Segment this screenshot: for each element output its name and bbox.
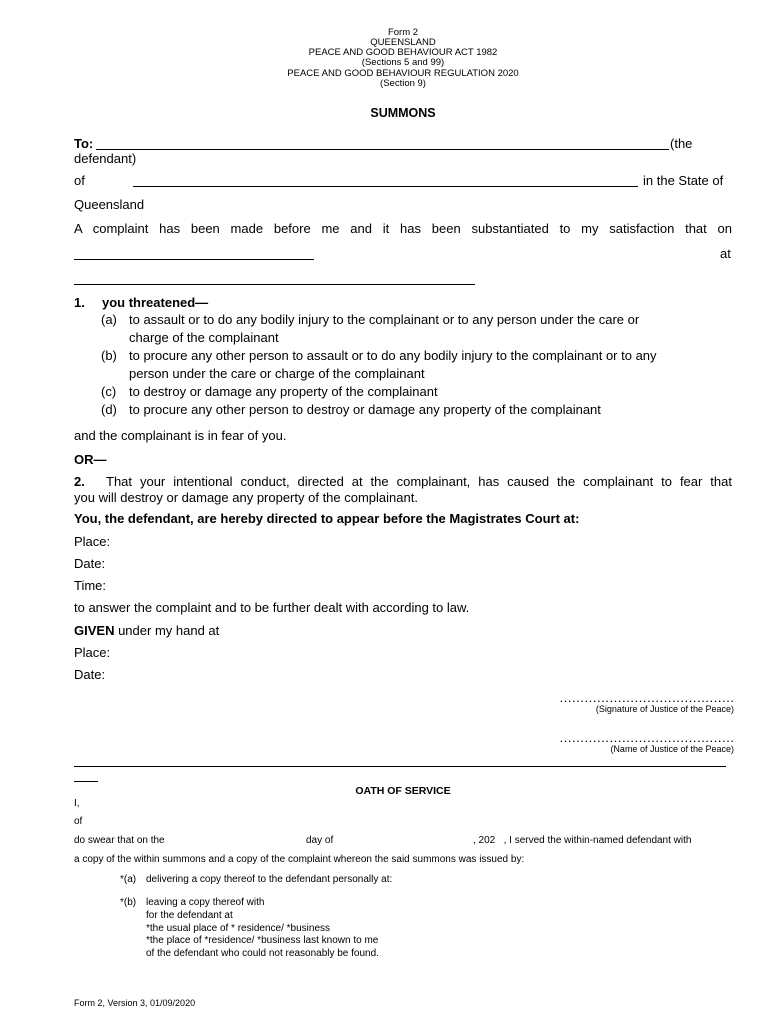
oath-year: , 202 , I served the within-named defendant with <box>473 835 692 846</box>
appear-time-label: Time: <box>74 578 107 593</box>
defendant-name-line[interactable] <box>96 149 669 150</box>
state-name: QUEENSLAND <box>370 37 436 48</box>
act-title: PEACE AND GOOD BEHAVIOUR ACT 1982 <box>308 47 498 58</box>
oath-title: OATH OF SERVICE <box>355 785 451 797</box>
name-caption: (Name of Justice of the Peace) <box>610 744 734 754</box>
at-label: at <box>720 246 731 261</box>
complaint-statement: A complaint has been made before me and it has been substantiated to my satisfaction that on <box>74 221 732 236</box>
form-number: Form 2 <box>387 27 419 38</box>
section1-heading: you threatened— <box>102 295 209 310</box>
page-title: SUMMONS <box>370 106 436 120</box>
signature-dots[interactable]: …………………………………… <box>559 690 734 705</box>
appear-place-label: Place: <box>74 534 111 549</box>
option-b-label: *(b) <box>120 897 137 908</box>
option-a-text: delivering a copy thereof to the defendant personally at: <box>146 874 393 885</box>
oath-of-label: of <box>74 816 83 827</box>
appear-date-label: Date: <box>74 556 106 571</box>
appear-directive: You, the defendant, are hereby directed to appear before the Magistrates Court at: <box>74 511 580 526</box>
item-d-label: (d) <box>101 402 117 417</box>
oath-copy-statement: a copy of the within summons and a copy of the complaint whereon the said summons was issued by: <box>74 854 525 865</box>
name-dots[interactable]: …………………………………… <box>559 730 734 745</box>
item-b-text: to procure any other person to assault or to do any bodily injury to the complainant or to any <box>129 348 657 363</box>
fear-statement: and the complainant is in fear of you. <box>74 428 287 443</box>
state-queensland: Queensland <box>74 197 145 212</box>
given-rest: under my hand at <box>114 623 220 638</box>
option-b-line-4: *the place of *residence/ *business last known to me <box>146 935 379 946</box>
item-d-text: to procure any other person to destroy or damage any property of the complainant <box>129 402 601 417</box>
item-a-label: (a) <box>101 312 117 327</box>
given-place-label: Place: <box>74 645 111 660</box>
oath-i-label: I, <box>74 798 80 809</box>
section1-number: 1. <box>74 295 85 310</box>
given-statement <box>74 623 219 638</box>
of-label: of <box>74 173 85 188</box>
complaint-place-line[interactable] <box>74 284 475 285</box>
given-date-label: Date: <box>74 667 106 682</box>
item-b-label: (b) <box>101 348 117 363</box>
or-label: OR— <box>74 452 107 467</box>
option-b-line-2: for the defendant at <box>146 910 233 921</box>
regulation-title: PEACE AND GOOD BEHAVIOUR REGULATION 2020 <box>287 68 519 79</box>
the-suffix: (the <box>670 136 693 151</box>
item-c-text: to destroy or damage any property of the complainant <box>129 384 438 399</box>
option-b-line-1: leaving a copy thereof with <box>146 897 265 908</box>
section2-text-cont: you will destroy or damage any property of the complainant. <box>74 490 418 505</box>
act-sections: (Sections 5 and 99) <box>361 57 445 68</box>
given-bold: GIVEN <box>74 623 115 638</box>
option-b-line-3: *the usual place of * residence/ *business <box>146 923 331 934</box>
oath-swear: do swear that on the <box>74 835 165 846</box>
answer-statement: to answer the complaint and to be further dealt with according to law. <box>74 600 470 615</box>
item-a-text: to assault or to do any bodily injury to the complainant or to any person under the care or <box>129 312 640 327</box>
to-label: To: <box>74 136 94 151</box>
state-suffix: in the State of <box>643 173 724 188</box>
section2-text: That your intentional conduct, directed at the complainant, has caused the complainant to fear that <box>106 474 732 489</box>
oath-day-of: day of <box>306 835 334 846</box>
option-b-line-5: of the defendant who could not reasonably be found. <box>146 948 379 959</box>
footer-version: Form 2, Version 3, 01/09/2020 <box>74 998 196 1008</box>
defendant-address-line[interactable] <box>133 186 638 187</box>
item-c-label: (c) <box>101 384 117 399</box>
option-a-label: *(a) <box>120 874 137 885</box>
divider-line-tail <box>74 781 98 782</box>
section2-number: 2. <box>74 474 85 489</box>
regulation-section: (Section 9) <box>380 78 426 89</box>
complaint-date-line[interactable] <box>74 259 314 260</box>
item-a-text-cont: charge of the complainant <box>129 330 279 345</box>
defendant-label: defendant) <box>74 151 137 166</box>
item-b-text-cont: person under the care or charge of the complainant <box>129 366 425 381</box>
divider-line <box>74 766 726 767</box>
signature-caption: (Signature of Justice of the Peace) <box>595 704 734 714</box>
